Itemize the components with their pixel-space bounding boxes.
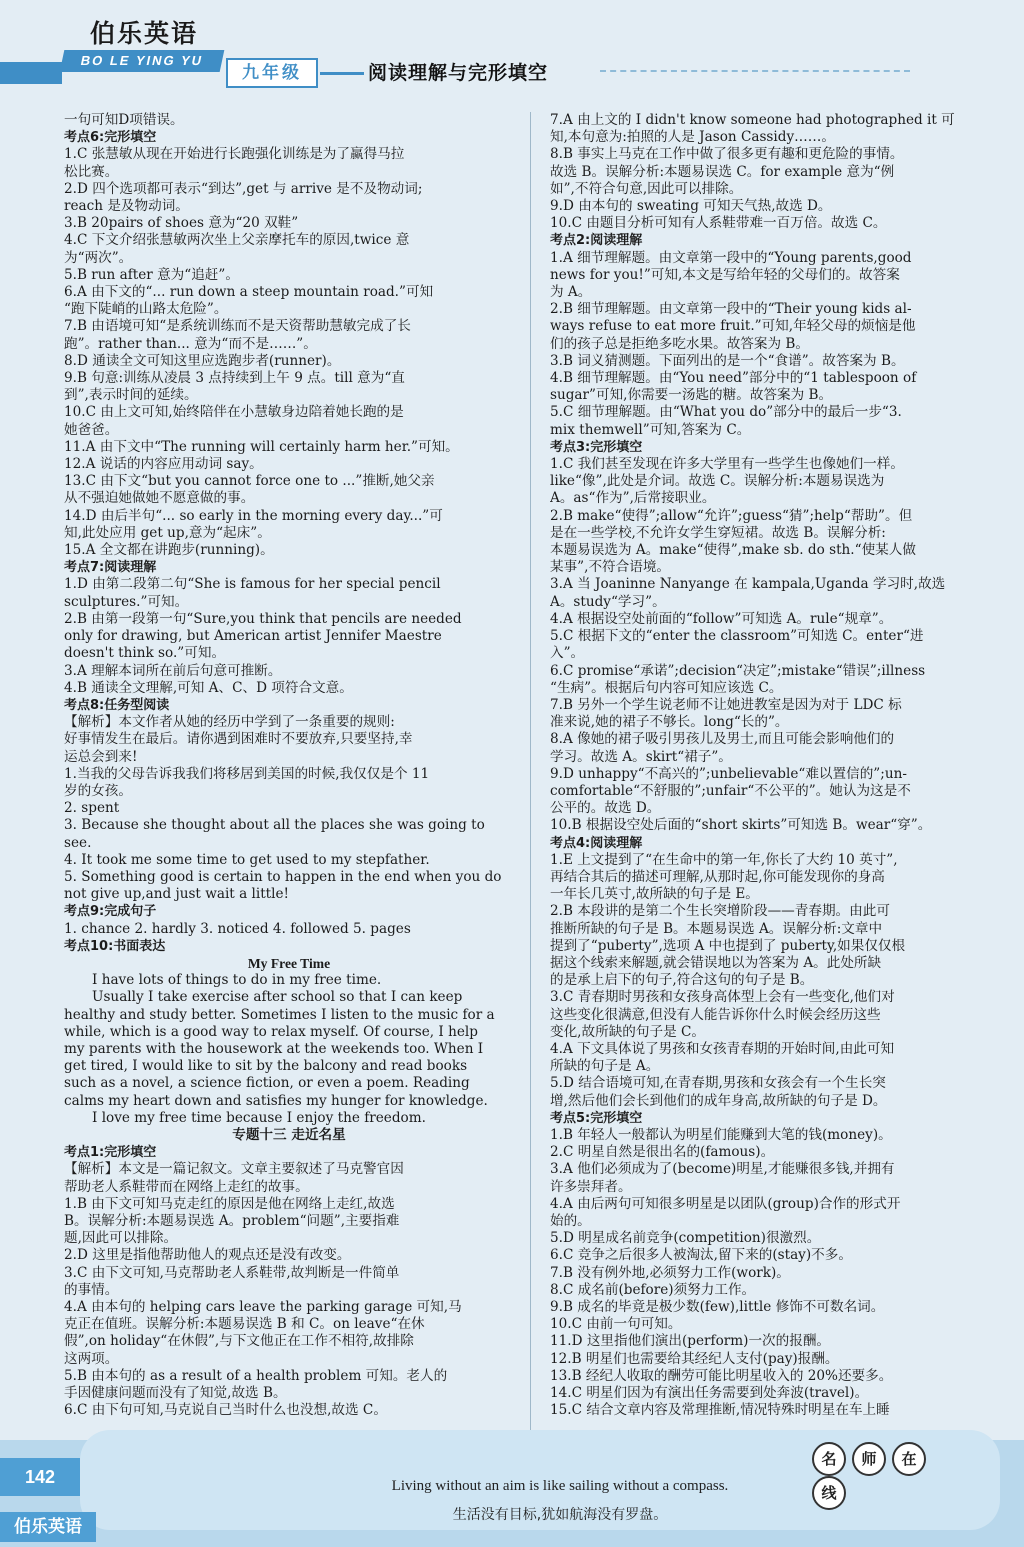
- text-line: 3. Because she thought about all the places she was going to: [64, 817, 485, 834]
- text-line: 3.A 他们必须成为了(become)明星,才能赚很多钱,并拥有: [550, 1161, 895, 1178]
- text-line: B。误解分析:本题易误选 A。problem“问题”,主要指难: [64, 1213, 400, 1229]
- text-line: I love my free time because I enjoy the freedom.: [92, 1109, 426, 1126]
- section-heading: 考点7:阅读理解: [64, 560, 157, 576]
- text-line: 15.C 结合文章内容及常理推断,情况特殊时明星在车上睡: [550, 1402, 890, 1419]
- quote-english: Living without an aim is like sailing without a compass.: [391, 1478, 729, 1494]
- text-line: 1.C 我们甚至发现在许多大学里有一些学生也像她们一样。: [550, 456, 904, 473]
- text-line: 8.C 成名前(before)须努力工作。: [550, 1281, 756, 1298]
- section-heading: 考点1:完形填空: [64, 1145, 157, 1161]
- text-line: 9.B 句意:训练从凌晨 3 点持续到上午 9 点。till 意为“直: [64, 370, 405, 387]
- text-line: 8.B 事实上马克在工作中做了很多更有趣和更危险的事情。: [550, 146, 904, 163]
- text-line: 3.B 词义猜测题。下面列出的是一个“食谱”。故答案为 B。: [550, 352, 905, 369]
- text-line: 帮助老人系鞋带而在网络上走红的故事。: [64, 1178, 309, 1195]
- text-line: 2.B 本段讲的是第二个生长突增阶段——青春期。由此可: [550, 903, 890, 920]
- text-line: 14.C 明星们因为有演出任务需要到处奔波(travel)。: [550, 1385, 869, 1402]
- page-header: [0, 0, 1024, 108]
- text-line: 12.B 明星们也需要给其经纪人支付(pay)报酬。: [550, 1350, 839, 1367]
- text-line: 题,因此可以排除。: [64, 1230, 178, 1247]
- text-line: reach 是及物动词。: [64, 198, 189, 215]
- grade-badge: 九年级: [226, 58, 318, 88]
- text-line: 为“两次”。: [64, 249, 133, 266]
- text-line: 4.B 细节理解题。由“You need”部分中的“1 tablespoon of: [550, 370, 917, 387]
- text-line: 5.D 结合语境可知,在青春期,男孩和女孩会有一个生长突: [550, 1075, 886, 1092]
- text-line: A。as“作为”,后常接职业。: [550, 490, 716, 507]
- text-line: 4. It took me some time to get used to my stepfather.: [64, 851, 430, 868]
- text-line: get tired, I would like to sit by the balcony and read books: [64, 1058, 468, 1075]
- quote-chinese: 生活没有目标,犹如航海没有罗盘。: [452, 1507, 668, 1523]
- text-line: 4.A 根据设空处前面的“follow”可知选 A。rule“规章”。: [550, 610, 893, 627]
- brand-pinyin: BO LE YING YU: [60, 50, 225, 72]
- text-line: 入”。: [550, 645, 585, 662]
- text-line: 的事情。: [64, 1281, 119, 1298]
- text-line: 11.A 由下文中“The running will certainly harm her.”可知。: [64, 438, 459, 455]
- text-line: doesn't think so.”可知。: [64, 645, 226, 662]
- text-line: 【解析】本文是一篇记叙文。文章主要叙述了马克警官因: [64, 1161, 404, 1178]
- topic-title: 专题十三 走近名星: [232, 1126, 346, 1143]
- text-line: 3.C 青春期时男孩和女孩身高体型上会有一些变化,他们对: [550, 989, 895, 1006]
- text-line: 6.C 由下句可知,马克说自己当时什么也没想,故选 C。: [64, 1402, 387, 1419]
- right-column: [550, 112, 998, 1419]
- text-line: 1.D 由第二段第二句“She is famous for her special pencil: [64, 576, 441, 593]
- text-line: 一句可知D项错误。: [64, 112, 184, 128]
- section-heading: 考点3:完形填空: [550, 439, 643, 455]
- text-line: only for drawing, but American artist Jennifer Maestre: [64, 628, 442, 645]
- text-line: 1.A 细节理解题。由文章第一段中的“Young parents,good: [550, 249, 912, 266]
- text-line: 4.A 下文具体说了男孩和女孩青春期的开始时间,由此可知: [550, 1040, 895, 1057]
- text-line: 9.D unhappy“不高兴的”;unbelievable“难以置信的”;un-: [550, 765, 907, 782]
- text-line: mix themwell”可知,答案为 C。: [550, 421, 751, 438]
- brand-title: 伯乐英语: [90, 19, 199, 48]
- text-line: 4.C 下文介绍张慧敏两次坐上父亲摩托车的原因,twice 意: [64, 232, 410, 249]
- text-line: 公平的。故选 D。: [550, 800, 661, 817]
- text-line: 1.当我的父母告诉我我们将移居到美国的时候,我仅仅是个 11: [64, 765, 430, 782]
- text-line: 松比赛。: [64, 163, 119, 180]
- text-line: 如”,不符合句意,因此可以排除。: [550, 180, 743, 197]
- text-line: not give up,and just wait a little!: [64, 886, 289, 903]
- left-column: [64, 112, 514, 1419]
- text-line: 15.A 全文都在讲跑步(running)。: [64, 542, 274, 559]
- text-line: 一年长几英寸,故所缺的句子是 E。: [550, 886, 759, 903]
- text-line: while, which is a good way to relax myself. Of course, I help: [64, 1023, 478, 1040]
- text-line: 手因健康问题而没有了知觉,故选 B。: [64, 1385, 287, 1402]
- text-line: 14.D 由后半句“... so early in the morning every day...”可: [64, 507, 443, 524]
- text-line: 们的孩子总是拒绝多吃水果。故答案为 B。: [550, 335, 809, 352]
- text-line: 许多崇拜者。: [550, 1178, 632, 1195]
- tag-char: 师: [852, 1442, 886, 1476]
- text-line: 13.B 经纪人收取的酬劳可能比明星收入的 20%还要多。: [550, 1367, 893, 1384]
- text-line: “生病”。根据后句内容可知应该选 C。: [550, 679, 783, 696]
- section-heading: 考点9:完成句子: [64, 904, 157, 920]
- text-line: 10.C 由题目分析可知有人系鞋带难一百万倍。故选 C。: [550, 215, 887, 232]
- text-line: 2.C 明星自然是很出名的(famous)。: [550, 1144, 775, 1161]
- tag-char: 在: [892, 1442, 926, 1476]
- teacher-online-tag: [812, 1442, 962, 1502]
- text-line: 的是承上启下的句子,符合这句的句子是 B。: [550, 972, 814, 989]
- text-line: see.: [64, 834, 92, 851]
- text-line: 7.A 由上文的 I didn't know someone had photographed it 可: [550, 112, 955, 128]
- text-line: 故选 B。误解分析:本题易误选 C。for example 意为“例: [550, 163, 895, 180]
- text-line: 7.B 没有例外地,必须努力工作(work)。: [550, 1264, 790, 1281]
- text-line: 增,然后他们会长到他们的成年身高,故所缺的句子是 D。: [550, 1092, 887, 1109]
- text-line: 1. chance 2. hardly 3. noticed 4. followed 5. pages: [64, 920, 411, 937]
- text-line: 2. spent: [64, 800, 120, 817]
- text-line: 13.C 由下文“but you cannot force one to ...”推断,她父亲: [64, 473, 435, 490]
- text-line: 2.B 细节理解题。由文章第一段中的“Their young kids al-: [550, 301, 912, 318]
- text-line: 1.B 由下文可知马克走红的原因是他在网络上走红,故选: [64, 1195, 395, 1212]
- section-heading: 考点6:完形填空: [64, 130, 157, 146]
- text-line: My Free Time: [247, 955, 331, 971]
- header-dash-line: [600, 70, 910, 72]
- text-line: 11.D 这里指他们演出(perform)一次的报酬。: [550, 1333, 831, 1350]
- text-line: 1.B 年轻人一般都认为明星们能赚到大笔的钱(money)。: [550, 1126, 892, 1143]
- text-line: 提到了“puberty”,选项 A 中也提到了 puberty,如果仅仅根: [550, 937, 906, 954]
- text-line: 5. Something good is certain to happen in the end when you do: [64, 868, 502, 885]
- text-line: 克正在值班。误解分析:本题易误选 B 和 C。on leave“在休: [64, 1316, 425, 1333]
- text-line: 2.B make“使得”;allow“允许”;guess“猜”;help“帮助”。但: [550, 507, 913, 524]
- text-line: “跑下陡峭的山路太危险”。: [64, 301, 228, 318]
- text-line: 再结合其后的描述可理解,从那时起,你可能发现你的身高: [550, 868, 885, 885]
- column-divider: [530, 112, 531, 1437]
- text-line: 跑”。rather than... 意为“而不是……”。: [64, 335, 317, 352]
- text-line: 10.C 由前一句可知。: [550, 1316, 682, 1333]
- text-line: 9.D 由本句的 sweating 可知天气热,故选 D。: [550, 198, 832, 215]
- text-line: 推断所缺的句子是 B。本题易误选 A。误解分析:文章中: [550, 920, 883, 937]
- text-line: 据这个线索来解题,就会错误地以为答案为 A。此处所缺: [550, 954, 882, 971]
- text-line: 运总会到来!: [64, 748, 138, 765]
- text-line: 某事”,不符合语境。: [550, 559, 671, 576]
- text-line: 5.C 根据下文的“enter the classroom”可知选 C。enter“进: [550, 628, 924, 645]
- text-line: 4.A 由本句的 helping cars leave the parking garage 可知,马: [64, 1299, 462, 1316]
- text-line: such as a novel, a science fiction, or even a poem. Reading: [64, 1075, 470, 1092]
- text-line: 为 A。: [550, 284, 592, 301]
- text-line: 3.A 理解本词所在前后句意可推断。: [64, 662, 282, 679]
- text-line: 5.B 由本句的 as a result of a health problem 可知。老人的: [64, 1367, 448, 1384]
- brand-logo: [62, 14, 222, 84]
- text-line: 10.B 根据设空处后面的“short skirts”可知选 B。wear“穿”。: [550, 817, 932, 834]
- text-line: 是在一些学校,不允许女学生穿短裙。故选 B。误解分析:: [550, 524, 886, 541]
- tag-char: 线: [812, 1476, 846, 1510]
- section-heading: 考点4:阅读理解: [550, 835, 643, 851]
- text-line: 4.A 由后两句可知很多明星是以团队(group)合作的形式开: [550, 1195, 901, 1212]
- text-line: 12.A 说话的内容应用动词 say。: [64, 456, 263, 473]
- page-number: 142: [0, 1458, 80, 1496]
- section-heading: 考点5:完形填空: [550, 1110, 643, 1126]
- footer-brand: 伯乐英语: [0, 1512, 96, 1542]
- text-line: 2.D 这里是指他帮助他人的观点还是没有改变。: [64, 1247, 351, 1264]
- text-line: 5.D 明星成名前竞争(competition)很激烈。: [550, 1230, 821, 1247]
- text-line: 本题易误选为 A。make“使得”,make sb. do sth.“使某人做: [550, 542, 916, 559]
- text-line: news for you!”可知,本文是写给年轻的父母们的。故答案: [550, 266, 900, 283]
- text-line: 从不强迫她做她不愿意做的事。: [64, 490, 255, 507]
- section-heading: 考点8:任务型阅读: [64, 697, 170, 713]
- text-line: 6.C 竞争之后很多人被淘汰,留下来的(stay)不多。: [550, 1247, 852, 1264]
- text-line: 8.D 通读全文可知这里应选跑步者(runner)。: [64, 352, 341, 369]
- text-line: 所缺的句子是 A。: [550, 1058, 660, 1075]
- text-line: 3.C 由下文可知,马克帮助老人系鞋带,故判断是一件简单: [64, 1264, 400, 1281]
- header-side-bar: [0, 62, 62, 84]
- text-line: 3.B 20pairs of shoes 意为“20 双鞋”: [64, 215, 299, 232]
- text-line: 变化,故所缺的句子是 C。: [550, 1023, 705, 1040]
- text-line: A。study“学习”。: [550, 593, 666, 610]
- text-line: 8.A 像她的裙子吸引男孩儿及男士,而且可能会影响他们的: [550, 731, 895, 748]
- text-line: calms my heart down and satisfies my hunger for knowledge.: [64, 1092, 488, 1109]
- text-line: 9.B 成名的毕竟是极少数(few),little 修饰不可数名词。: [550, 1299, 885, 1316]
- text-line: ways refuse to eat more fruit.”可知,年轻父母的烦恼是他: [550, 318, 916, 335]
- text-line: 7.B 另外一个学生说老师不让她进教室是因为对于 LDC 标: [550, 696, 902, 713]
- text-line: sugar”可知,你需要一汤匙的糖。故答案为 B。: [550, 387, 833, 404]
- text-line: my parents with the housework at the weekends too. When I: [64, 1040, 484, 1057]
- text-line: 始的。: [550, 1213, 591, 1229]
- text-line: comfortable“不舒服的”;unfair“不公平的”。她认为这是不: [550, 782, 911, 799]
- text-line: 2.D 四个选项都可表示“到达”,get 与 arrive 是不及物动词;: [64, 180, 423, 197]
- text-line: 学习。故选 A。skirt“裙子”。: [550, 748, 732, 765]
- text-line: 知,本句意为:拍照的人是 Jason Cassidy……。: [550, 129, 835, 146]
- text-line: 6.C promise“承诺”;decision“决定”;mistake“错误”;illness: [550, 662, 926, 679]
- tag-char: 名: [812, 1442, 846, 1476]
- text-line: 1.C 张慧敏从现在开始进行长跑强化训练是为了赢得马拉: [64, 146, 405, 163]
- text-line: 这两项。: [64, 1350, 119, 1367]
- text-line: sculptures.”可知。: [64, 593, 189, 610]
- text-line: 好事情发生在最后。请你遇到困难时不要放弃,只要坚持,幸: [64, 731, 413, 748]
- header-rule: [320, 72, 364, 75]
- text-line: I have lots of things to do in my free time.: [92, 972, 382, 989]
- section-heading: 考点2:阅读理解: [550, 233, 643, 249]
- text-line: 知,此处应用 get up,意为“起床”。: [64, 524, 271, 541]
- text-line: 她爸爸。: [64, 421, 119, 438]
- text-line: 这些变化很满意,但没有人能告诉你什么时候会经历这些: [550, 1006, 881, 1023]
- text-line: 假”,on holiday“在休假”,与下文他正在工作不相符,故排除: [64, 1333, 414, 1350]
- text-line: 【解析】本文作者从她的经历中学到了一条重要的规则:: [64, 714, 395, 731]
- section-heading: 考点10:书面表达: [64, 938, 166, 954]
- text-line: 7.B 由语境可知“是系统训练而不是天资帮助慧敏完成了长: [64, 318, 411, 335]
- text-line: 4.B 通读全文理解,可知 A、C、D 项符合文意。: [64, 679, 353, 696]
- text-line: 10.C 由上文可知,始终陪伴在小慧敏身边陪着她长跑的是: [64, 404, 404, 421]
- text-line: 准来说,她的裙子不够长。long“长的”。: [550, 714, 789, 731]
- text-line: healthy and study better. Sometimes I listen to the music for a: [64, 1006, 495, 1023]
- text-line: Usually I take exercise after school so that I can keep: [92, 989, 463, 1006]
- section-title: 阅读理解与完形填空: [368, 62, 549, 84]
- text-line: 2.B 由第一段第一句“Sure,you think that pencils are needed: [64, 610, 462, 627]
- text-line: 3.A 当 Joaninne Nanyange 在 kampala,Uganda 学习时,故选: [550, 576, 946, 593]
- text-line: 6.A 由下文的“... run down a steep mountain road.”可知: [64, 284, 434, 301]
- text-line: 1.E 上文提到了“在生命中的第一年,你长了大约 10 英寸”,: [550, 851, 898, 868]
- text-line: 5.C 细节理解题。由“What you do”部分中的最后一步“3.: [550, 404, 902, 421]
- text-line: 到”,表示时间的延续。: [64, 387, 198, 404]
- text-line: 岁的女孩。: [64, 782, 132, 799]
- text-line: 5.B run after 意为“追赶”。: [64, 266, 239, 283]
- text-line: like“像”,此处是介词。故选 C。误解分析:本题易误选为: [550, 473, 885, 490]
